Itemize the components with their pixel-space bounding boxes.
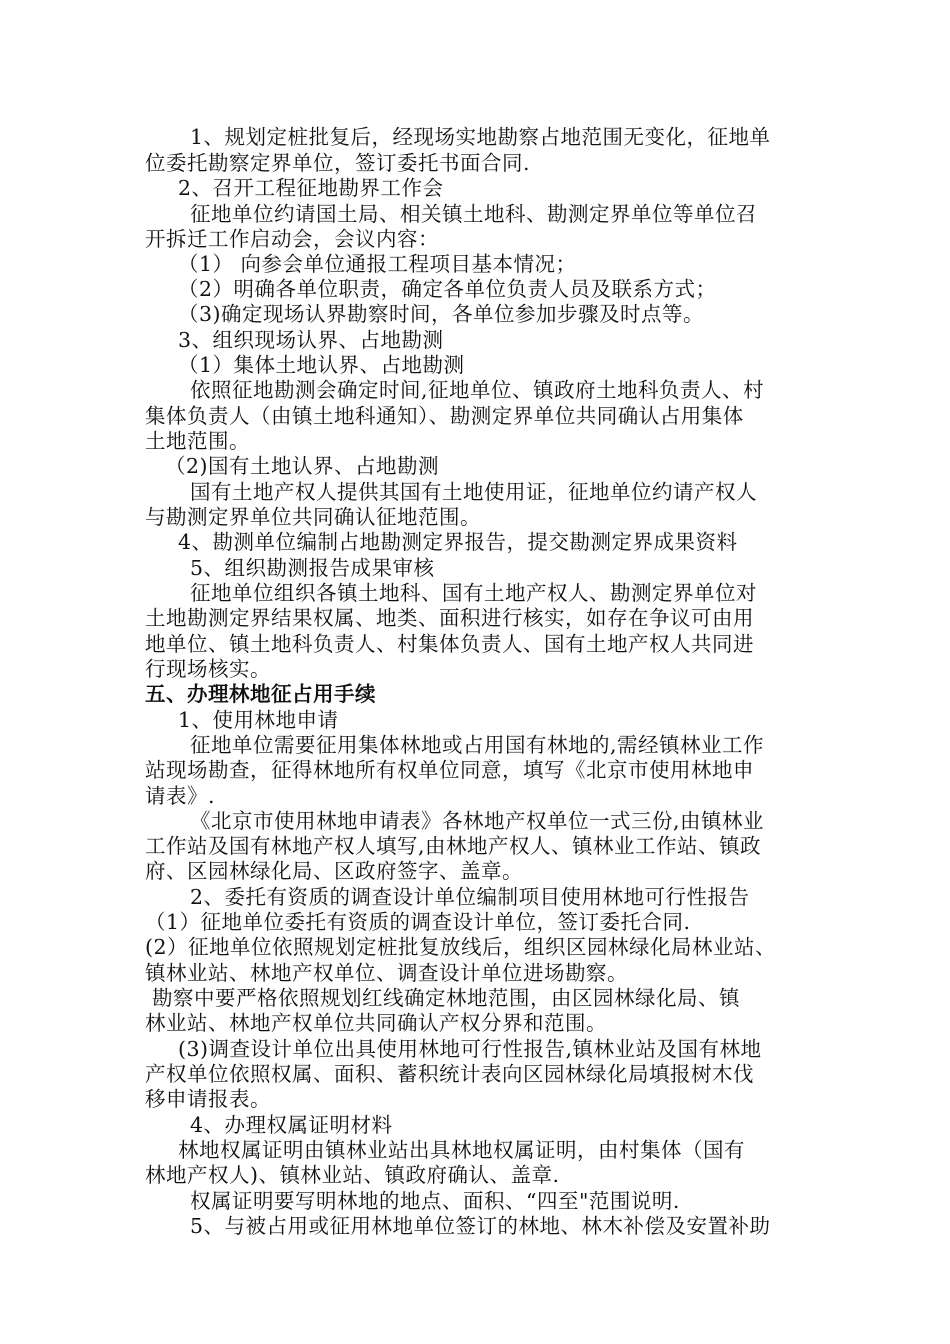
list-item: （3)确定现场认界勘察时间，各单位参加步骤及时点等。 — [178, 302, 705, 326]
paragraph-line: 土地勘测定界结果权属、地类、面积进行核实，如存在争议可由用 — [145, 606, 754, 630]
paragraph-line: 征地单位组织各镇土地科、国有土地产权人、勘测定界单位对 — [190, 581, 757, 605]
list-item: (2）征地单位依照规划定桩批复放线后，组织区园林绿化局林业站、 — [145, 935, 777, 959]
section-heading: 1、使用林地申请 — [178, 708, 339, 732]
paragraph-line: 国有土地产权人提供其国有土地使用证，征地单位约请产权人 — [190, 480, 757, 504]
paragraph-line: 林地产权人)、镇林业站、镇政府确认、盖章. — [145, 1163, 560, 1187]
list-item: （1）征地单位委托有资质的调查设计单位，签订委托合同. — [145, 910, 691, 934]
sub-heading: （1）集体土地认界、占地勘测 — [178, 353, 465, 377]
list-item: （1） 向参会单位通报工程项目基本情况； — [178, 252, 577, 276]
list-item: （2）明确各单位职责，确定各单位负责人员及联系方式； — [178, 277, 717, 301]
section-heading: 2、委托有资质的调查设计单位编制项目使用林地可行性报告 — [190, 885, 750, 909]
paragraph-line: 工作站及国有林地产权人填写,由林地产权人、镇林业工作站、镇政 — [145, 834, 762, 858]
section-heading: 4、办理权属证明材料 — [190, 1113, 393, 1137]
paragraph-line: 府、区园林绿化局、区政府签字、盖章。 — [145, 859, 523, 883]
paragraph-line: 征地单位约请国土局、相关镇土地科、勘测定界单位等单位召 — [190, 202, 757, 226]
paragraph-line: 与勘测定界单位共同确认征地范围。 — [145, 505, 481, 529]
paragraph-line: 土地范围。 — [145, 429, 250, 453]
paragraph-line: 权属证明要写明林地的地点、面积、“四至"范围说明. — [190, 1189, 680, 1213]
sub-heading: （2)国有土地认界、占地勘测 — [165, 454, 440, 478]
paragraph-line: 《北京市使用林地申请表》各林地产权单位一式三份,由镇林业 — [190, 809, 765, 833]
paragraph-line: 位委托勘察定界单位，签订委托书面合同. — [145, 151, 531, 175]
paragraph-line: 站现场勘查，征得林地所有权单位同意，填写《北京市使用林地申 — [145, 758, 754, 782]
section-heading: 4、勘测单位编制占地勘测定界报告，提交勘测定界成果资料 — [178, 530, 738, 554]
paragraph-line: 勘察中要严格依照规划红线确定林地范围，由区园林绿化局、镇 — [152, 986, 740, 1010]
paragraph-line: 林业站、林地产权单位共同确认产权分界和范围。 — [145, 1011, 607, 1035]
paragraph-line: 产权单位依照权属、面积、蓄积统计表向区园林绿化局填报树木伐 — [145, 1062, 754, 1086]
paragraph-line: 集体负责人（由镇土地科通知）、勘测定界单位共同确认占用集体 — [145, 404, 744, 428]
paragraph-line: 请表》. — [145, 784, 216, 808]
section-heading: 3、组织现场认界、占地勘测 — [178, 328, 444, 352]
paragraph-line: 镇林业站、林地产权单位、调查设计单位进场勘察。 — [145, 961, 628, 985]
paragraph-line: 地单位、镇土地科负责人、村集体负责人、国有土地产权人共同进 — [145, 632, 754, 656]
chapter-heading: 五、办理林地征占用手续 — [145, 682, 376, 706]
paragraph-line: 移申请报表。 — [145, 1087, 271, 1111]
section-heading: 2、召开工程征地勘界工作会 — [178, 176, 444, 200]
paragraph-line: 征地单位需要征用集体林地或占用国有林地的,需经镇林业工作 — [190, 733, 765, 757]
section-heading: 5、与被占用或征用林地单位签订的林地、林木补偿及安置补助 — [190, 1214, 771, 1238]
paragraph-line: 1、规划定桩批复后，经现场实地勘察占地范围无变化，征地单 — [190, 125, 771, 149]
paragraph-line: 依照征地勘测会确定时间,征地单位、镇政府土地科负责人、村 — [190, 378, 765, 402]
paragraph-line: 林地权属证明由镇林业站出具林地权属证明，由村集体（国有 — [178, 1138, 745, 1162]
section-heading: 5、组织勘测报告成果审核 — [190, 556, 435, 580]
paragraph-line: 行现场核实。 — [145, 657, 271, 681]
paragraph-line: 开拆迁工作启动会，会议内容： — [145, 227, 439, 251]
list-item: (3)调查设计单位出具使用林地可行性报告,镇林业站及国有林地 — [178, 1037, 762, 1061]
